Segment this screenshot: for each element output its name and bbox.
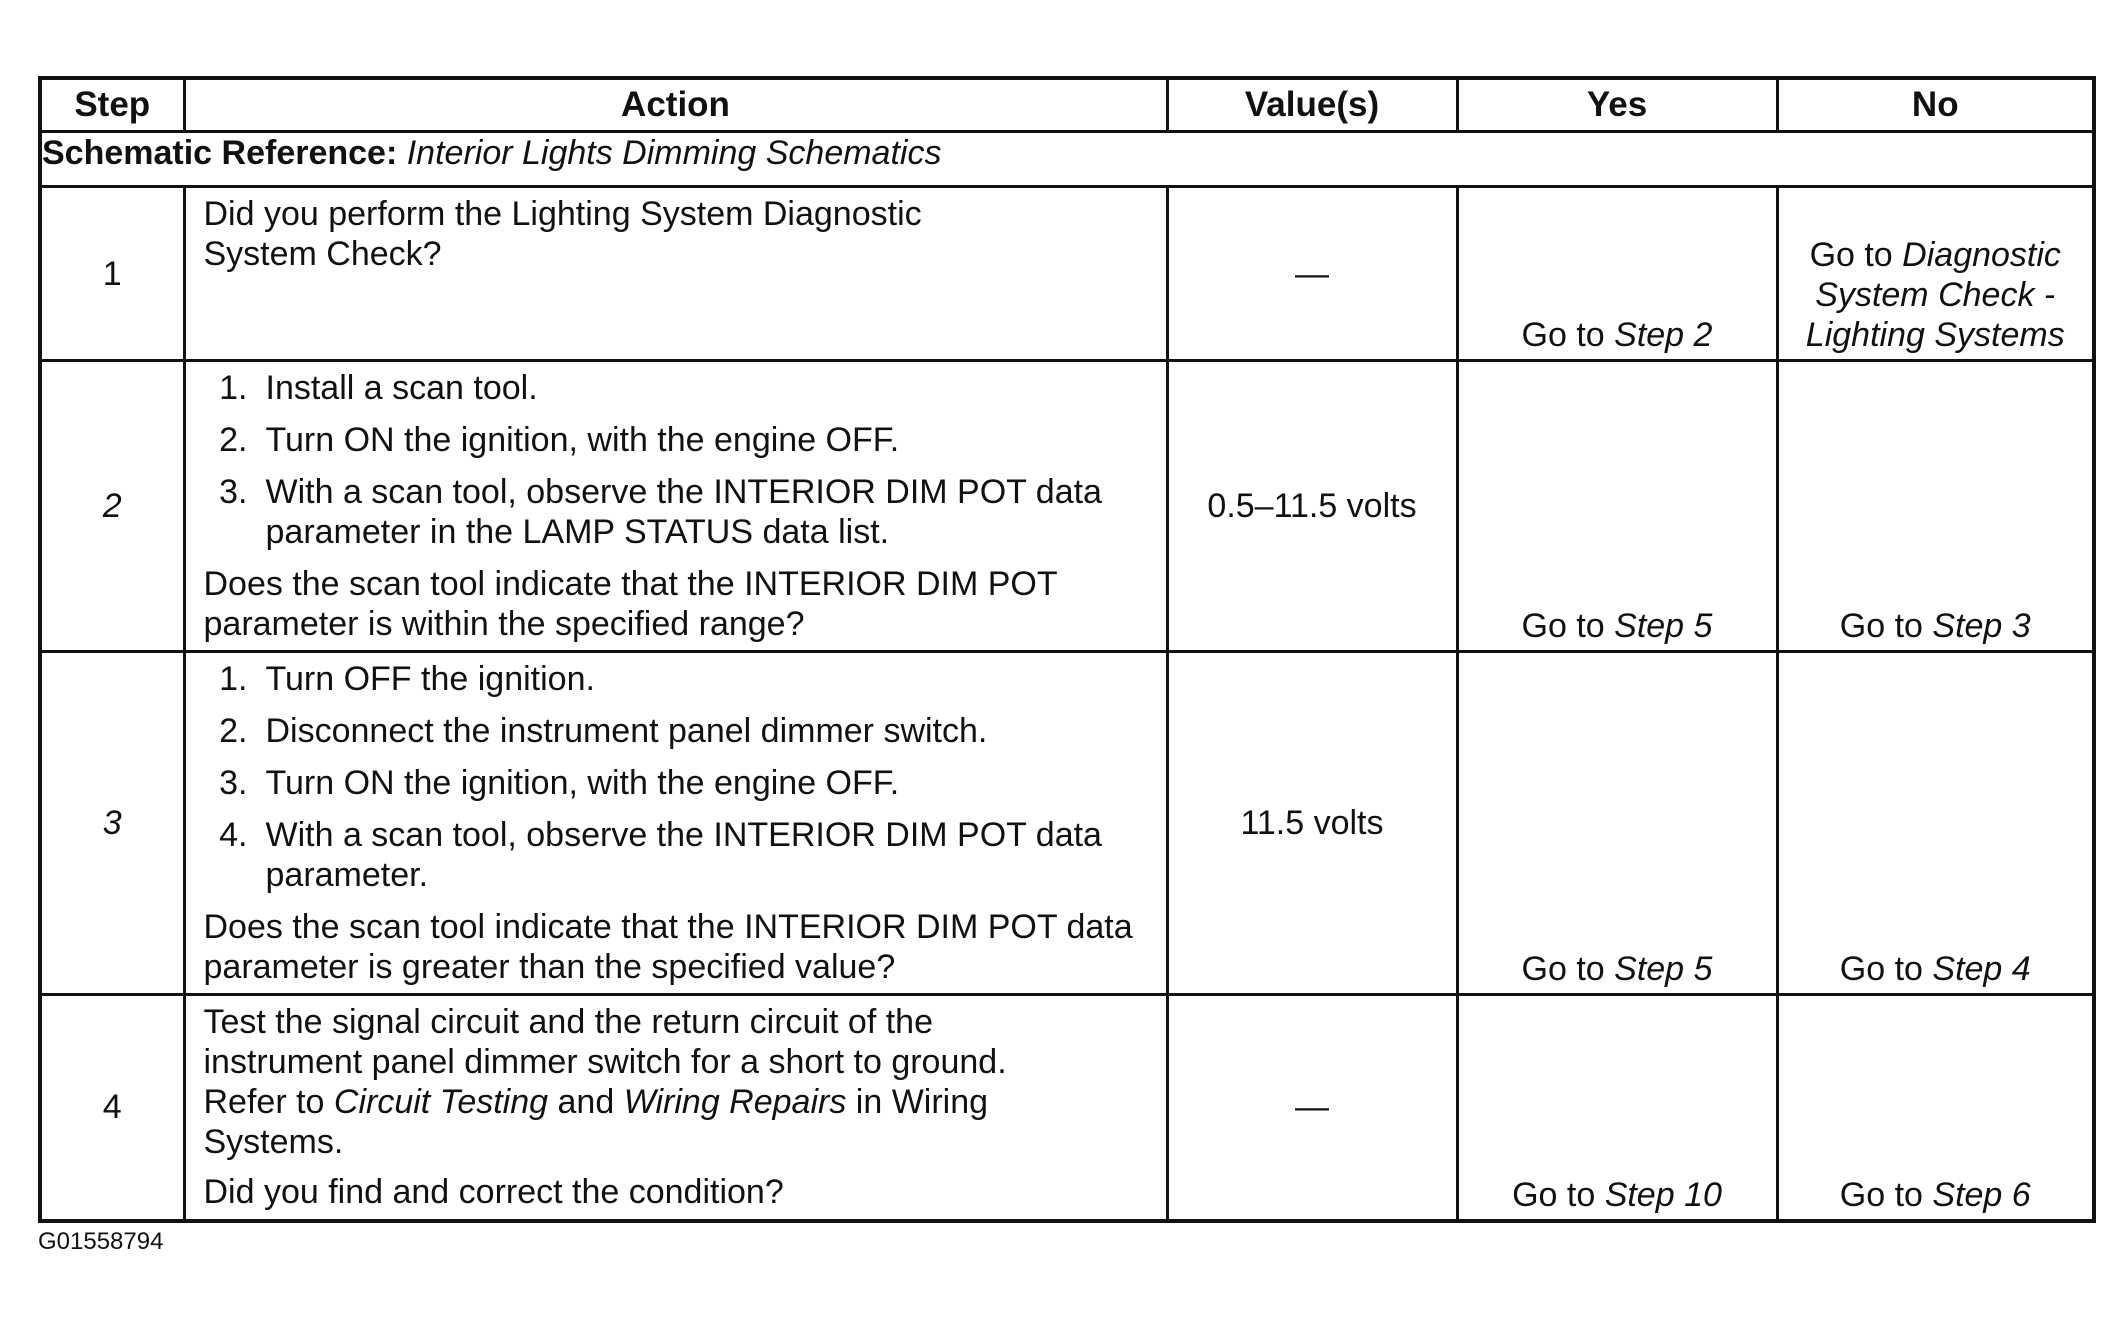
yes-prefix: Go to bbox=[1521, 607, 1615, 645]
header-row bbox=[40, 78, 2094, 132]
no-target: Diagnostic System Check - Lighting Systems bbox=[1805, 236, 2065, 354]
no-cell bbox=[1777, 652, 2094, 995]
schematic-reference-title: Interior Lights Dimming Schematics bbox=[406, 134, 942, 172]
table-row bbox=[40, 652, 2094, 995]
substep: 4. With a scan tool, observe the INTERIOR DIM POT data parameter. bbox=[219, 816, 1102, 894]
step-number: 3 bbox=[40, 652, 184, 995]
value-cell: 11.5 volts bbox=[1167, 652, 1457, 995]
table-row bbox=[40, 361, 2094, 652]
yes-prefix: Go to bbox=[1512, 1175, 1605, 1214]
header-yes: Yes bbox=[1457, 78, 1777, 132]
ref-wiring-repairs: Wiring Repairs bbox=[623, 1083, 847, 1121]
substep-list bbox=[204, 368, 1148, 552]
step-number: 4 bbox=[40, 995, 184, 1221]
substep: 1. Turn OFF the ignition. bbox=[219, 660, 595, 698]
yes-cell bbox=[1457, 361, 1777, 652]
yes-cell bbox=[1457, 652, 1777, 995]
yes-target: Step 5 bbox=[1614, 950, 1713, 988]
yes-prefix: Go to bbox=[1521, 950, 1615, 988]
step-number: 2 bbox=[40, 361, 184, 652]
step-number: 1 bbox=[40, 187, 184, 361]
substep: 3. Turn ON the ignition, with the engine OFF. bbox=[219, 764, 900, 802]
yes-target: Step 2 bbox=[1614, 316, 1713, 354]
substep: 1. Install a scan tool. bbox=[219, 369, 538, 407]
action-question: Did you find and correct the condition? bbox=[203, 1173, 784, 1211]
yes-cell bbox=[1457, 187, 1777, 361]
schematic-reference-label: Schematic Reference: bbox=[42, 134, 398, 172]
substep: 2. Turn ON the ignition, with the engine OFF. bbox=[219, 421, 900, 459]
figure-id: G01558794 bbox=[38, 1228, 164, 1255]
no-cell bbox=[1777, 995, 2094, 1221]
no-prefix: Go to bbox=[1839, 1175, 1933, 1214]
no-cell bbox=[1777, 187, 2094, 361]
yes-target: Step 5 bbox=[1614, 607, 1713, 645]
value-cell: — bbox=[1167, 187, 1457, 361]
header-no: No bbox=[1777, 78, 2094, 132]
action-text bbox=[184, 995, 1167, 1221]
header-step: Step bbox=[40, 78, 184, 132]
action-paragraph: Test the signal circuit and the return circuit of the instrument panel dimmer switch for a short to ground. Refer to Circuit Testing and Wiring Repairs in Wiring Systems. bbox=[203, 1003, 1007, 1161]
substep: 3. With a scan tool, observe the INTERIOR DIM POT data parameter in the LAMP STATUS data list. bbox=[219, 473, 1102, 551]
action-question: Did you perform the Lighting System Diagnostic System Check? bbox=[203, 195, 922, 273]
no-target: Step 3 bbox=[1932, 607, 2031, 645]
schematic-reference-row bbox=[40, 132, 2094, 187]
schematic-reference bbox=[40, 132, 2094, 187]
diagnostic-table bbox=[38, 76, 2096, 1223]
action-text bbox=[184, 187, 1167, 361]
no-prefix: Go to bbox=[1839, 950, 1933, 988]
value-cell: — bbox=[1167, 995, 1457, 1221]
ref-circuit-testing: Circuit Testing bbox=[333, 1083, 549, 1121]
action-text bbox=[184, 652, 1167, 995]
action-text bbox=[184, 361, 1167, 652]
no-cell bbox=[1777, 361, 2094, 652]
no-prefix: Go to bbox=[1839, 607, 1933, 645]
header-values: Value(s) bbox=[1167, 78, 1457, 132]
substep: 2. Disconnect the instrument panel dimmer switch. bbox=[219, 712, 988, 750]
no-target: Step 4 bbox=[1932, 950, 2031, 988]
value-cell: 0.5–11.5 volts bbox=[1167, 361, 1457, 652]
header-action: Action bbox=[184, 78, 1167, 132]
no-prefix: Go to bbox=[1809, 236, 1903, 274]
substep-list bbox=[204, 659, 1148, 895]
no-target: Step 6 bbox=[1932, 1175, 2031, 1214]
action-question: Does the scan tool indicate that the INTERIOR DIM POT parameter is within the specified range? bbox=[203, 565, 1058, 643]
table-row bbox=[40, 187, 2094, 361]
yes-cell bbox=[1457, 995, 1777, 1221]
yes-target: Step 10 bbox=[1604, 1175, 1722, 1214]
action-question: Does the scan tool indicate that the INTERIOR DIM POT data parameter is greater than the specified value? bbox=[203, 908, 1133, 986]
yes-prefix: Go to bbox=[1521, 316, 1615, 354]
table-row bbox=[40, 995, 2094, 1221]
